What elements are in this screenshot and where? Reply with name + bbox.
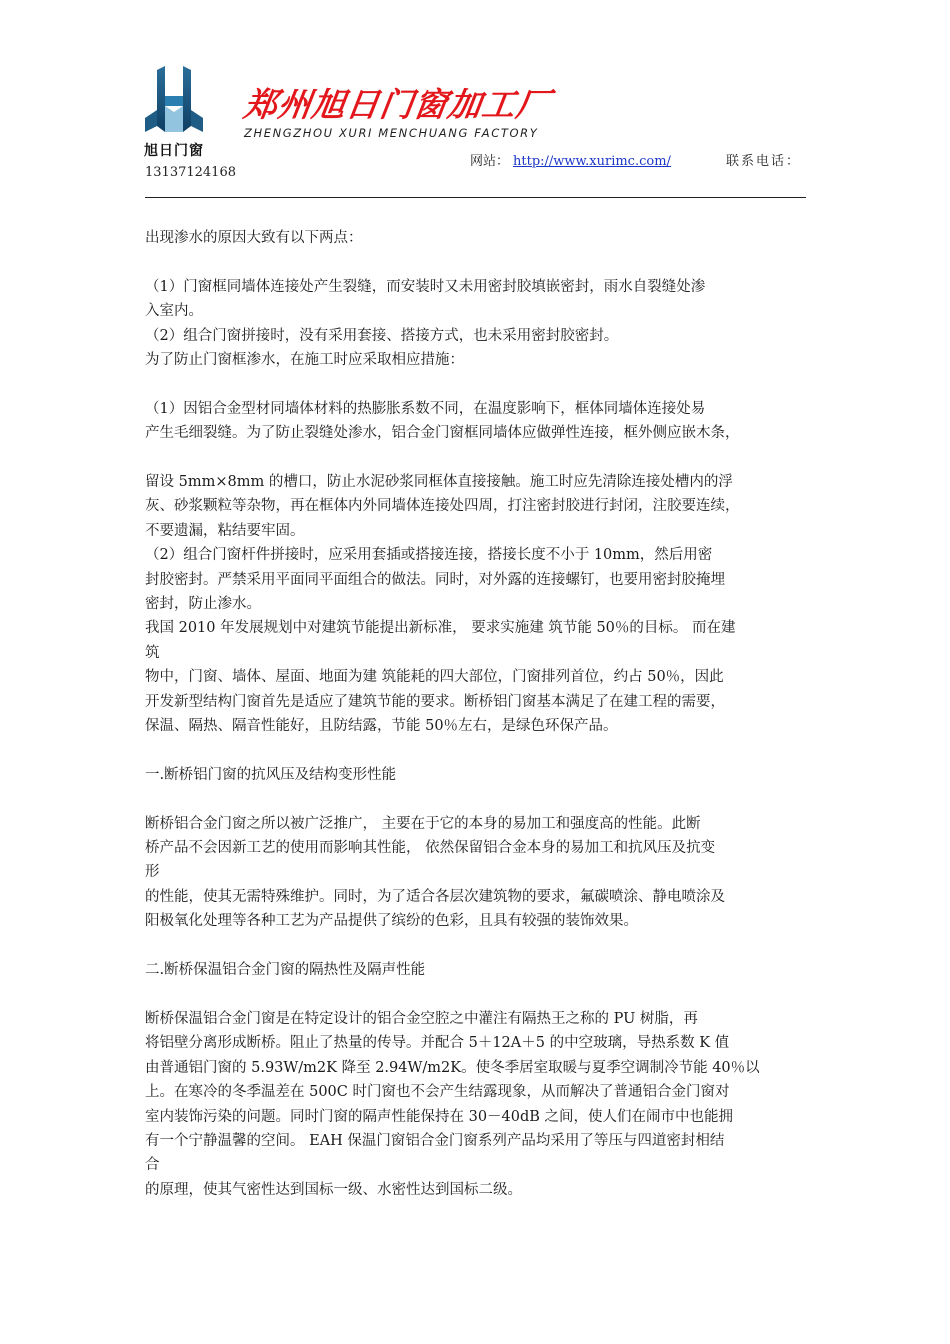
website-label: 网站：	[470, 154, 510, 169]
text-line: 桥产品不会因新工艺的使用而影响其性能， 依然保留铝合金本身的易加工和抗风压及抗变	[145, 840, 716, 857]
blank-line	[145, 787, 817, 811]
text-line: 产生毛细裂缝。为了防止裂缝处渗水，铝合金门窗框同墙体应做弹性连接，框外侧应嵌木条，	[145, 425, 740, 442]
text-line: 由普通铝门窗的 5.93W/m2K 降至 2.94W/m2K。使冬季居室取暖与夏季空调制冷节能 40％以	[145, 1059, 760, 1076]
website-line	[470, 150, 671, 169]
blank-line	[145, 934, 817, 958]
blank-line	[145, 738, 817, 762]
contact-label: 联系电话：	[726, 154, 802, 169]
blank-line	[145, 446, 817, 470]
text-line: （2）组合门窗拼接时，没有采用套接、搭接方式，也未采用密封胶密封。	[145, 327, 619, 344]
logo-mark-icon	[143, 66, 205, 138]
phone-number: 13137124168	[145, 165, 236, 180]
blank-line	[145, 983, 817, 1007]
text-line: 上。在寒冷的冬季温差在 500C 时门窗也不会产生结露现象，从而解决了普通铝合金门窗对	[145, 1084, 730, 1101]
text-line: 断桥铝合金门窗之所以被广泛推广， 主要在于它的本身的易加工和强度高的性能。此断	[145, 815, 701, 832]
blank-line	[145, 250, 817, 274]
text-line: 出现渗水的原因大致有以下两点：	[145, 230, 363, 246]
website-link[interactable]: http://www.xurimc.com/	[513, 154, 671, 169]
blank-line	[145, 372, 817, 396]
text-line: 阳极氧化处理等各种工艺为产品提供了缤纷的色彩，且具有较强的装饰效果。	[145, 913, 638, 930]
text-line: 将铝壁分离形成断桥。阻止了热量的传导。并配合 5＋12A＋5 的中空玻璃，导热系数 K 值	[145, 1035, 730, 1052]
document-body	[145, 226, 817, 1202]
text-line: （2）组合门窗杆件拼接时，应采用套插或搭接连接，搭接长度不小于 10mm，然后用密	[145, 547, 713, 564]
text-line: 保温、隔热、隔音性能好，且防结露，节能 50％左右，是绿色环保产品。	[145, 718, 618, 735]
text-line: 断桥保温铝合金门窗是在特定设计的铝合金空腔之中灌注有隔热王之称的 PU 树脂，再	[145, 1010, 698, 1027]
text-line: 不要遗漏，粘结要牢固。	[145, 522, 305, 539]
text-line: 有一个宁静温馨的空间。 EAH 保温门窗铝合金门窗系列产品均采用了等压与四道密封相结	[145, 1132, 725, 1149]
brand-name-cn: 郑州旭日门窗加工厂	[241, 85, 553, 124]
text-line: 灰、砂浆颗粒等杂物，再在框体内外同墙体连接处四周，打注密封胶进行封闭，注胶要连续，	[145, 498, 740, 515]
text-line: 二.断桥保温铝合金门窗的隔热性及隔声性能	[145, 962, 426, 979]
text-line: 开发新型结构门窗首先是适应了建筑节能的要求。断桥铝门窗基本满足了在建工程的需要，	[145, 693, 725, 710]
company-logo	[143, 66, 205, 162]
text-line: 的原理，使其气密性达到国标一级、水密性达到国标二级。	[145, 1181, 522, 1198]
text-line: 筑	[145, 644, 160, 661]
text-line: 室内装饰污染的问题。同时门窗的隔声性能保持在 30－40dB 之间，使人们在闹市中也能拥	[145, 1108, 734, 1125]
brand-name-en: ZHENGZHOU XURI MENCHUANG FACTORY	[244, 126, 539, 140]
text-line: 密封，防止渗水。	[145, 596, 261, 613]
text-line: 我国 2010 年发展规划中对建筑节能提出新标准， 要求实施建 筑节能 50％的目标。 而在建	[145, 620, 736, 637]
text-line: 的性能，使其无需特殊维护。同时，为了适合各层次建筑物的要求，氟碳喷涂、静电喷涂及	[145, 888, 725, 905]
text-line: 合	[145, 1157, 160, 1174]
text-line: （1）门窗框同墙体连接处产生裂缝，而安装时又未用密封胶填嵌密封，雨水自裂缝处渗	[145, 278, 706, 295]
text-line: （1）因铝合金型材同墙体材料的热膨胀系数不同，在温度影响下，框体同墙体连接处易	[145, 400, 706, 417]
text-line: 封胶密封。严禁采用平面同平面组合的做法。同时，对外露的连接螺钉，也要用密封胶掩埋	[145, 571, 725, 588]
text-line: 形	[145, 864, 160, 881]
text-line: 入室内。	[145, 303, 203, 320]
logo-caption: 旭日门窗	[144, 143, 204, 159]
header-divider	[145, 197, 806, 198]
brand-block	[241, 85, 553, 140]
text-line: 留设 5mm×8mm 的槽口，防止水泥砂浆同框体直接接触。施工时应先清除连接处槽内的浮	[145, 474, 733, 491]
text-line: 物中，门窗、墙体、屋面、地面为建 筑能耗的四大部位，门窗排列首位，约占 50％，因此	[145, 669, 724, 686]
text-line: 一.断桥铝门窗的抗风压及结构变形性能	[145, 766, 397, 783]
text-line: 为了防止门窗框渗水，在施工时应采取相应措施：	[145, 352, 464, 369]
